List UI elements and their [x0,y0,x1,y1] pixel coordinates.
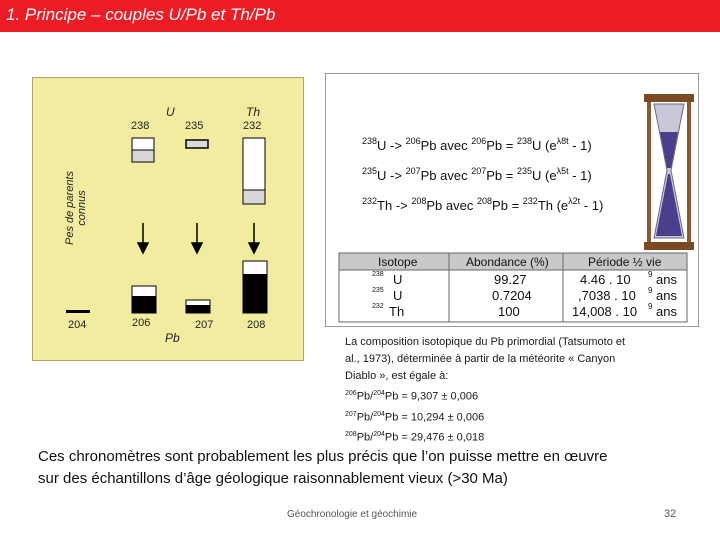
eq2-avec: avec [440,168,468,183]
row1-unit: ans [656,272,677,287]
eq2-daughter-mass: 207 [405,166,421,176]
eq3-parent-2: Th [537,198,553,213]
eq1-tail: - 1) [572,138,592,153]
equation-row-2 [362,166,592,183]
eq3-daughter-2: Pb [492,198,508,213]
isotope-table [339,253,687,322]
row1-symbol: U [393,272,403,287]
row2-mass: 235 [372,287,384,294]
slide-title: 1. Principe – couples U/Pb et Th/Pb [6,5,276,24]
label-th: Th [246,105,261,119]
row3-mass: 232 [372,303,384,310]
label-pb: Pb [165,331,180,345]
eq2-parent-mass: 235 [362,166,378,176]
page-number: 32 [664,508,677,520]
svg-text:235U -> 207Pb avec 207Pb = 235: $^{235}$U -> $^{207}$Pb avec $^{207}$Pb = $^{235}$U $(e^{\lambda 5t} - 1)$ [362,166,592,183]
caption-line1: La composition isotopique du Pb primordial (Tatsumoto et [345,336,626,348]
eq2-daughter-2: Pb [486,168,503,183]
eq1-lambda: λ8t [556,136,569,146]
eq1-daughter-mass-2: 206 [471,136,487,146]
label-206: 206 [132,317,151,329]
eq2-parent-mass-2: 235 [517,166,533,176]
daughter-bar-207-fill [186,305,210,313]
eq1-avec: avec [440,138,468,153]
decay-equations-figure [325,73,699,327]
eq1-parent-mass: 238 [362,136,378,146]
eq1-daughter-2: Pb [486,138,503,153]
parent-bar-235 [186,140,208,148]
ratio-206-204: $^{206}$Pb/$^{204}$Pb = 9,307 ± 0,006 [345,390,479,403]
label-u: U [166,105,175,119]
eq2-daughter: Pb [420,168,437,183]
row2-exp: 9 [648,286,653,295]
decay-equations-svg [326,74,698,326]
row2-symbol: U [393,288,403,303]
label-207: 207 [195,319,214,331]
eq3-parent-mass: 232 [362,196,378,206]
row2-abundance: 0.7204 [492,288,532,303]
eq1-parent: U [377,138,387,153]
row1-exp: 9 [648,270,653,279]
row3-period: 14,008 . 10 [572,304,638,319]
parent-bar-238-fill [132,150,154,162]
ratio-208-204: $^{208}$Pb/$^{204}$Pb = 29,476 ± 0,018 [345,431,485,444]
eq3-daughter-mass: 208 [411,196,427,206]
eq1-daughter-mass: 206 [405,136,421,146]
title-bar [0,0,720,32]
caption-line2: al., 1973), déterminée à partir de la météorite « Canyon [345,353,616,365]
eq3-tail: - 1) [583,198,604,213]
eq3-daughter: Pb [426,198,443,213]
body-line2: sur des échantillons d’âge géologique raisonnablement vieux (>30 Ma) [38,470,508,487]
eq3-parent-mass-2: 232 [522,196,538,206]
eq2-parent-2: U [532,168,542,183]
eq2-tail: - 1) [572,168,592,183]
body-line1: Ces chronomètres sont probablement les plus précis que l’on puisse mettre en œuvre [38,448,608,465]
eq2-daughter-mass-2: 207 [471,166,487,176]
eq1-daughter: Pb [420,138,437,153]
daughter-bar-208-fill [243,274,267,313]
y-label-line1: Pes de parents [64,171,76,245]
daughter-bar-206-fill [132,296,156,313]
caption-line3: Diablo », est égale à: [345,370,449,382]
eq1-parent-2: U [532,138,542,153]
eq2-lambda: λ5t [556,166,569,176]
row1-period: 4.46 . 10 [580,272,631,287]
header-period: Période ½ vie [588,255,662,269]
label-232: 232 [243,120,262,132]
row1-abundance: 99.27 [494,272,527,287]
hourglass-icon [644,94,694,250]
row2-period: ,7038 . 10 [578,288,636,303]
row3-exp: 9 [648,302,653,311]
header-abundance: Abondance (%) [466,255,549,269]
row3-abundance: 100 [498,304,520,319]
row3-unit: ans [656,304,677,319]
header-isotope: Isotope [378,255,418,269]
label-238: 238 [131,120,150,132]
daughter-bar-204 [66,310,90,313]
svg-text:232Th -> 208Pb avec 208Pb = 23: $^{232}$Th -> $^{208}$Pb avec $^{208}$Pb = $^{232}$Th $(e^{\lambda 2t} - 1)$ [362,196,604,213]
parent-bar-232-fill [243,190,265,204]
eq3-daughter-mass-2: 208 [477,196,493,206]
footer-course-title: Géochronologie et géochimie [287,509,418,520]
label-235: 235 [185,120,204,132]
y-label-line2: connus [76,190,88,226]
parent-daughter-svg [33,78,303,360]
ratio-207-204: $^{207}$Pb/$^{204}$Pb = 10,294 ± 0,006 [345,410,485,424]
parent-daughter-diagram [32,77,304,361]
label-204: 204 [68,319,87,331]
figure-caption [345,334,690,447]
row3-symbol: Th [389,304,405,319]
decay-arrows [138,223,259,253]
body-paragraph [38,446,698,490]
eq3-avec: avec [445,198,474,213]
eq2-parent: U [377,168,387,183]
eq1-parent-mass-2: 238 [517,136,533,146]
eq3-parent: Th [377,198,393,213]
eq3-lambda: λ2t [568,196,581,206]
svg-text:238U -> 206Pb avec 206Pb = 238: $^{238}$U -> $^{206}$Pb avec $^{206}$Pb = $^{238}$U $(e^{\lambda 8t} - 1)$ [362,136,592,153]
equation-row-1 [362,136,592,153]
equation-row-3 [362,196,603,213]
row1-mass: 238 [372,271,384,278]
row2-unit: ans [656,288,677,303]
label-208: 208 [247,319,266,331]
